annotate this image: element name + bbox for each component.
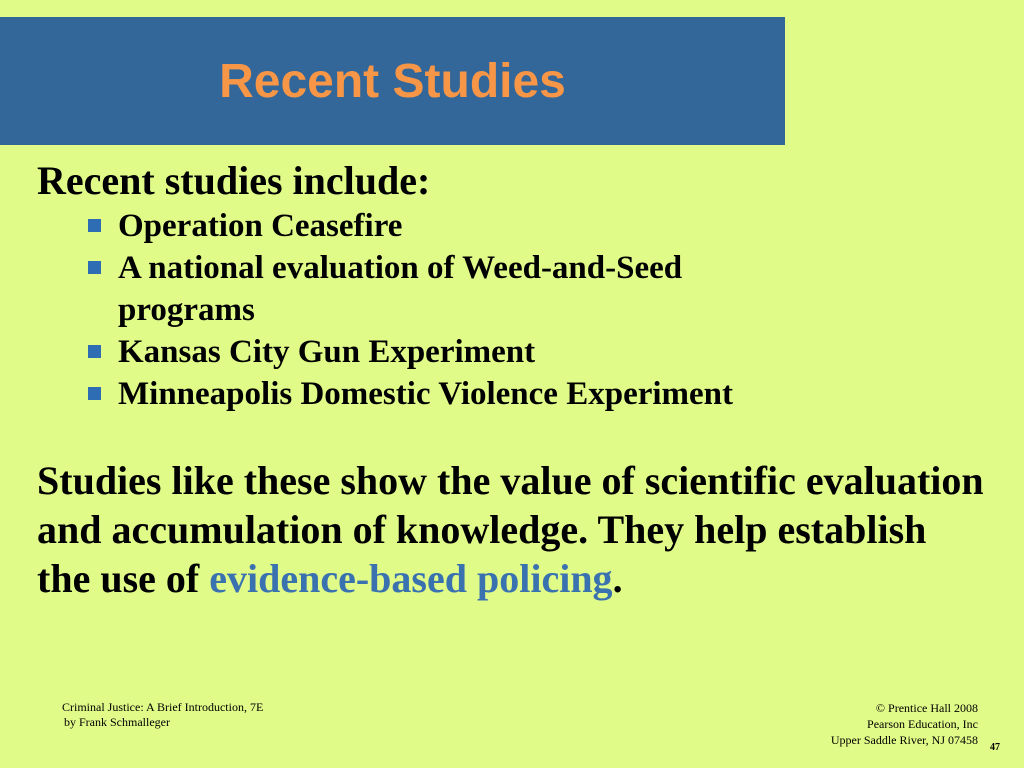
intro-heading: Recent studies include: — [37, 158, 431, 203]
study-list — [88, 205, 908, 415]
list-item-text: Kansas City Gun Experiment — [118, 334, 536, 370]
slide-number: 47 — [990, 742, 1000, 753]
square-bullet-icon — [88, 387, 101, 400]
list-item — [88, 373, 908, 415]
list-item-text: A national evaluation of Weed-and-Seed — [118, 250, 683, 286]
title-bar — [0, 17, 785, 145]
square-bullet-icon — [88, 219, 101, 232]
footer-author: by Frank Schmalleger — [64, 715, 170, 729]
footer-address: Upper Saddle River, NJ 07458 — [830, 733, 978, 747]
footer-book-title: Criminal Justice: A Brief Introduction, 7E — [62, 700, 264, 714]
footer-copyright-line: © Prentice Hall 2008 — [875, 701, 978, 715]
summary-paragraph — [37, 456, 987, 603]
summary-text: Studies like these show the value of scientific evaluation and accumulation of knowledge. They help establish the use of — [37, 458, 984, 601]
list-item — [88, 205, 908, 247]
list-item — [88, 331, 908, 373]
list-item-text: Operation Ceasefire — [118, 208, 403, 244]
summary-end: . — [612, 556, 623, 601]
footer-book-credit — [62, 700, 263, 730]
highlighted-term: evidence-based policing — [209, 556, 613, 601]
square-bullet-icon — [88, 261, 101, 274]
footer-publisher: Pearson Education, Inc — [867, 717, 978, 731]
slide-title: Recent Studies — [219, 54, 566, 108]
square-bullet-icon — [88, 345, 101, 358]
list-item-text: Minneapolis Domestic Violence Experiment — [118, 376, 734, 412]
list-item — [88, 247, 908, 331]
list-item-text-continued: programs — [118, 292, 255, 328]
footer-copyright — [831, 700, 978, 748]
